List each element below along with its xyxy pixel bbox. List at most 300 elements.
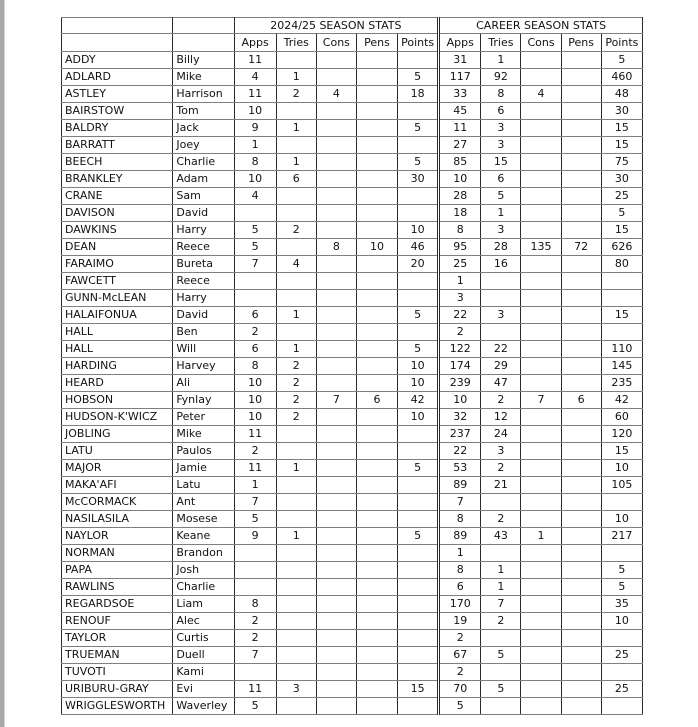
career-apps-cell: 3 [439, 290, 481, 307]
firstname-cell: Josh [173, 562, 234, 579]
firstname-cell: Jamie [173, 460, 234, 477]
career-pens-cell [561, 103, 601, 120]
career-points-cell: 626 [601, 239, 642, 256]
career-cons-cell [521, 358, 561, 375]
career-points-cell: 5 [601, 52, 642, 69]
career-apps-cell: 27 [439, 137, 481, 154]
table-header [62, 18, 643, 52]
season-points-cell [398, 324, 439, 341]
season-points-cell [398, 613, 439, 630]
season-tries-cell [276, 562, 316, 579]
season-tries-cell: 4 [276, 256, 316, 273]
season-apps-cell [234, 664, 276, 681]
career-pens-cell: 6 [561, 392, 601, 409]
season-pens-cell [356, 222, 397, 239]
career-points-cell [601, 324, 642, 341]
career-apps-cell: 18 [439, 205, 481, 222]
season-pens-cell [356, 375, 397, 392]
career-cons-cell [521, 477, 561, 494]
career-cons-cell [521, 494, 561, 511]
career-tries-cell [481, 664, 521, 681]
surname-cell: HEARD [62, 375, 173, 392]
table-row [62, 545, 643, 562]
season-tries-cell [276, 494, 316, 511]
season-pens-cell [356, 511, 397, 528]
season-apps-cell: 5 [234, 239, 276, 256]
season-tries-cell [276, 137, 316, 154]
season-pens-cell [356, 358, 397, 375]
career-cons-cell [521, 307, 561, 324]
season-tries-cell [276, 664, 316, 681]
season-tries-cell: 2 [276, 392, 316, 409]
table-row [62, 341, 643, 358]
career-points-cell [601, 664, 642, 681]
career-tries-cell: 3 [481, 120, 521, 137]
career-cons-cell [521, 69, 561, 86]
season-pens-cell [356, 86, 397, 103]
season-tries-cell [276, 324, 316, 341]
table-row [62, 562, 643, 579]
career-apps-cell: 25 [439, 256, 481, 273]
table-row [62, 528, 643, 545]
career-tries-cell: 43 [481, 528, 521, 545]
career-pens-cell [561, 375, 601, 392]
player-stats-table [61, 17, 643, 715]
season-apps-cell: 9 [234, 120, 276, 137]
season-apps-cell: 1 [234, 477, 276, 494]
career-pens-cell [561, 426, 601, 443]
career-apps-cell: 1 [439, 545, 481, 562]
career-cons-cell [521, 409, 561, 426]
season-pens-cell [356, 494, 397, 511]
surname-cell: TUVOTI [62, 664, 173, 681]
firstname-cell: Sam [173, 188, 234, 205]
season-pens-cell [356, 426, 397, 443]
career-tries-cell: 2 [481, 511, 521, 528]
career-tries-cell: 3 [481, 443, 521, 460]
surname-cell: PAPA [62, 562, 173, 579]
career-pens-cell [561, 664, 601, 681]
firstname-cell: Charlie [173, 579, 234, 596]
season-apps-cell: 2 [234, 324, 276, 341]
career-tries-cell: 12 [481, 409, 521, 426]
career-pens-cell [561, 562, 601, 579]
surname-cell: ADLARD [62, 69, 173, 86]
season-tries-cell: 1 [276, 528, 316, 545]
season-pens-cell [356, 120, 397, 137]
career-apps-cell: 32 [439, 409, 481, 426]
career-pens-cell [561, 460, 601, 477]
surname-cell: HALL [62, 324, 173, 341]
surname-cell: RENOUF [62, 613, 173, 630]
career-apps-cell: 2 [439, 630, 481, 647]
career-points-cell: 10 [601, 511, 642, 528]
season-apps-cell: 10 [234, 409, 276, 426]
season-points-cell [398, 698, 439, 715]
season-apps-cell [234, 290, 276, 307]
career-cons-cell [521, 341, 561, 358]
career-pens-cell [561, 528, 601, 545]
column-header-season-cons: Cons [316, 34, 356, 52]
season-points-cell: 5 [398, 460, 439, 477]
surname-cell: HOBSON [62, 392, 173, 409]
firstname-cell: Brandon [173, 545, 234, 562]
firstname-cell: Joey [173, 137, 234, 154]
season-tries-cell: 2 [276, 375, 316, 392]
career-tries-cell: 8 [481, 86, 521, 103]
career-points-cell: 10 [601, 460, 642, 477]
firstname-cell: Billy [173, 52, 234, 69]
season-tries-cell: 1 [276, 307, 316, 324]
surname-cell: MAJOR [62, 460, 173, 477]
career-tries-cell [481, 324, 521, 341]
season-pens-cell [356, 664, 397, 681]
column-header-firstname [173, 34, 234, 52]
career-points-cell: 42 [601, 392, 642, 409]
career-apps-cell: 22 [439, 443, 481, 460]
season-points-cell: 10 [398, 222, 439, 239]
career-points-cell: 15 [601, 137, 642, 154]
season-points-cell: 46 [398, 239, 439, 256]
career-tries-cell [481, 630, 521, 647]
season-points-cell [398, 664, 439, 681]
season-tries-cell: 2 [276, 409, 316, 426]
career-apps-cell: 117 [439, 69, 481, 86]
table-row [62, 256, 643, 273]
firstname-cell: Peter [173, 409, 234, 426]
career-apps-cell: 174 [439, 358, 481, 375]
table-row [62, 392, 643, 409]
career-cons-cell [521, 137, 561, 154]
career-pens-cell [561, 358, 601, 375]
season-apps-cell: 11 [234, 52, 276, 69]
career-tries-cell: 29 [481, 358, 521, 375]
career-apps-cell: 95 [439, 239, 481, 256]
season-cons-cell [316, 290, 356, 307]
season-apps-cell: 10 [234, 392, 276, 409]
season-points-cell: 30 [398, 171, 439, 188]
season-tries-cell [276, 613, 316, 630]
season-cons-cell [316, 511, 356, 528]
table-row [62, 222, 643, 239]
season-tries-cell [276, 273, 316, 290]
career-cons-cell [521, 256, 561, 273]
firstname-cell: Charlie [173, 154, 234, 171]
season-tries-cell [276, 596, 316, 613]
firstname-cell: Waverley [173, 698, 234, 715]
season-points-cell [398, 273, 439, 290]
season-points-cell [398, 562, 439, 579]
career-cons-cell [521, 698, 561, 715]
season-apps-cell: 2 [234, 630, 276, 647]
season-pens-cell [356, 528, 397, 545]
column-header-career-cons: Cons [521, 34, 561, 52]
table-row [62, 273, 643, 290]
career-apps-cell: 67 [439, 647, 481, 664]
career-apps-cell: 11 [439, 120, 481, 137]
column-header-season-tries: Tries [276, 34, 316, 52]
season-tries-cell [276, 188, 316, 205]
season-apps-cell: 8 [234, 358, 276, 375]
season-tries-cell: 2 [276, 358, 316, 375]
season-pens-cell [356, 154, 397, 171]
career-pens-cell [561, 443, 601, 460]
table-row [62, 290, 643, 307]
surname-cell: GUNN-McLEAN [62, 290, 173, 307]
surname-cell: FAWCETT [62, 273, 173, 290]
season-apps-cell: 8 [234, 596, 276, 613]
season-cons-cell [316, 307, 356, 324]
career-pens-cell: 72 [561, 239, 601, 256]
career-points-cell: 80 [601, 256, 642, 273]
season-pens-cell [356, 477, 397, 494]
career-cons-cell [521, 596, 561, 613]
career-apps-cell: 45 [439, 103, 481, 120]
season-points-cell [398, 596, 439, 613]
career-apps-cell: 122 [439, 341, 481, 358]
season-pens-cell [356, 630, 397, 647]
season-tries-cell [276, 52, 316, 69]
season-points-cell: 5 [398, 307, 439, 324]
season-cons-cell [316, 358, 356, 375]
season-apps-cell: 8 [234, 154, 276, 171]
career-points-cell: 5 [601, 205, 642, 222]
firstname-cell: Ali [173, 375, 234, 392]
season-cons-cell [316, 545, 356, 562]
surname-cell: HUDSON-K'WICZ [62, 409, 173, 426]
season-cons-cell [316, 579, 356, 596]
season-pens-cell [356, 681, 397, 698]
column-header-row [62, 34, 643, 52]
career-apps-cell: 170 [439, 596, 481, 613]
firstname-cell: Will [173, 341, 234, 358]
season-cons-cell [316, 341, 356, 358]
career-apps-cell: 2 [439, 664, 481, 681]
career-points-cell: 30 [601, 103, 642, 120]
table-row [62, 613, 643, 630]
table-row [62, 596, 643, 613]
surname-cell: HALAIFONUA [62, 307, 173, 324]
surname-cell: TRUEMAN [62, 647, 173, 664]
season-pens-cell [356, 545, 397, 562]
season-points-cell: 10 [398, 409, 439, 426]
season-cons-cell [316, 562, 356, 579]
season-apps-cell: 5 [234, 698, 276, 715]
table-row [62, 103, 643, 120]
firstname-cell: Curtis [173, 630, 234, 647]
firstname-cell: Harvey [173, 358, 234, 375]
career-cons-cell [521, 562, 561, 579]
table-row [62, 511, 643, 528]
career-points-cell: 75 [601, 154, 642, 171]
season-tries-cell: 1 [276, 460, 316, 477]
career-points-cell: 235 [601, 375, 642, 392]
career-apps-cell: 7 [439, 494, 481, 511]
season-pens-cell [356, 273, 397, 290]
season-points-cell: 42 [398, 392, 439, 409]
season-cons-cell [316, 222, 356, 239]
season-apps-cell: 10 [234, 375, 276, 392]
column-header-career-apps: Apps [439, 34, 481, 52]
season-points-cell [398, 103, 439, 120]
career-cons-cell: 135 [521, 239, 561, 256]
table-row [62, 154, 643, 171]
table-row [62, 69, 643, 86]
career-tries-cell: 7 [481, 596, 521, 613]
career-points-cell: 105 [601, 477, 642, 494]
career-pens-cell [561, 171, 601, 188]
career-cons-cell [521, 426, 561, 443]
surname-cell: TAYLOR [62, 630, 173, 647]
table-row [62, 494, 643, 511]
season-apps-cell [234, 545, 276, 562]
career-pens-cell [561, 630, 601, 647]
career-points-cell: 60 [601, 409, 642, 426]
career-points-cell: 5 [601, 562, 642, 579]
career-cons-cell: 7 [521, 392, 561, 409]
season-cons-cell [316, 613, 356, 630]
season-cons-cell [316, 103, 356, 120]
career-apps-cell: 53 [439, 460, 481, 477]
firstname-cell: Ben [173, 324, 234, 341]
firstname-cell: David [173, 307, 234, 324]
surname-cell: McCORMACK [62, 494, 173, 511]
season-tries-cell [276, 511, 316, 528]
career-apps-cell: 237 [439, 426, 481, 443]
career-pens-cell [561, 579, 601, 596]
season-pens-cell [356, 596, 397, 613]
season-tries-cell: 1 [276, 69, 316, 86]
column-header-surname [62, 34, 173, 52]
column-header-season-points: Points [398, 34, 439, 52]
career-pens-cell [561, 409, 601, 426]
career-cons-cell [521, 579, 561, 596]
season-pens-cell [356, 205, 397, 222]
season-apps-cell: 7 [234, 494, 276, 511]
surname-cell: BRANKLEY [62, 171, 173, 188]
season-apps-cell: 7 [234, 256, 276, 273]
career-pens-cell [561, 86, 601, 103]
career-cons-cell [521, 460, 561, 477]
career-apps-cell: 89 [439, 528, 481, 545]
career-points-cell: 5 [601, 579, 642, 596]
surname-cell: MAKA'AFI [62, 477, 173, 494]
season-cons-cell [316, 205, 356, 222]
season-tries-cell [276, 290, 316, 307]
career-cons-cell [521, 375, 561, 392]
career-tries-cell: 2 [481, 613, 521, 630]
surname-cell: WRIGGLESWORTH [62, 698, 173, 715]
career-cons-cell [521, 205, 561, 222]
table-row [62, 86, 643, 103]
career-cons-cell [521, 613, 561, 630]
table-row [62, 460, 643, 477]
career-pens-cell [561, 69, 601, 86]
season-pens-cell [356, 341, 397, 358]
season-pens-cell [356, 647, 397, 664]
career-cons-cell [521, 647, 561, 664]
firstname-cell: Evi [173, 681, 234, 698]
career-tries-cell: 6 [481, 171, 521, 188]
season-points-cell: 10 [398, 375, 439, 392]
column-header-season-apps: Apps [234, 34, 276, 52]
career-apps-cell: 8 [439, 562, 481, 579]
table-row [62, 307, 643, 324]
career-pens-cell [561, 494, 601, 511]
career-points-cell: 35 [601, 596, 642, 613]
career-points-cell: 48 [601, 86, 642, 103]
career-tries-cell: 47 [481, 375, 521, 392]
season-tries-cell: 1 [276, 154, 316, 171]
career-pens-cell [561, 290, 601, 307]
firstname-cell: David [173, 205, 234, 222]
season-pens-cell [356, 579, 397, 596]
section-header-row [62, 18, 643, 34]
career-cons-cell [521, 630, 561, 647]
season-points-cell [398, 477, 439, 494]
season-cons-cell: 8 [316, 239, 356, 256]
season-cons-cell: 4 [316, 86, 356, 103]
season-cons-cell [316, 171, 356, 188]
firstname-cell: Reece [173, 239, 234, 256]
season-pens-cell [356, 613, 397, 630]
surname-cell: DEAN [62, 239, 173, 256]
table-row [62, 409, 643, 426]
season-pens-cell [356, 69, 397, 86]
season-points-cell: 5 [398, 69, 439, 86]
career-tries-cell [481, 273, 521, 290]
table-row [62, 171, 643, 188]
season-pens-cell [356, 409, 397, 426]
career-tries-cell [481, 290, 521, 307]
season-points-cell: 5 [398, 528, 439, 545]
season-pens-cell: 6 [356, 392, 397, 409]
season-points-cell: 10 [398, 358, 439, 375]
column-header-career-tries: Tries [481, 34, 521, 52]
season-cons-cell [316, 630, 356, 647]
career-pens-cell [561, 256, 601, 273]
firstname-cell: Mosese [173, 511, 234, 528]
column-header-career-points: Points [601, 34, 642, 52]
season-apps-cell [234, 562, 276, 579]
season-apps-cell: 11 [234, 460, 276, 477]
career-apps-cell: 31 [439, 52, 481, 69]
season-pens-cell [356, 443, 397, 460]
career-pens-cell [561, 273, 601, 290]
season-cons-cell [316, 460, 356, 477]
season-cons-cell [316, 120, 356, 137]
career-pens-cell [561, 596, 601, 613]
surname-cell: FARAIMO [62, 256, 173, 273]
table-row [62, 698, 643, 715]
career-apps-cell: 33 [439, 86, 481, 103]
career-apps-cell: 10 [439, 392, 481, 409]
career-apps-cell: 239 [439, 375, 481, 392]
season-tries-cell: 3 [276, 681, 316, 698]
window-edge-strip [0, 0, 5, 727]
season-tries-cell [276, 647, 316, 664]
table-row [62, 647, 643, 664]
career-apps-cell: 5 [439, 698, 481, 715]
surname-cell: HALL [62, 341, 173, 358]
season-tries-cell [276, 205, 316, 222]
surname-cell: NAYLOR [62, 528, 173, 545]
career-tries-cell: 1 [481, 205, 521, 222]
season-apps-cell: 4 [234, 69, 276, 86]
season-apps-cell: 11 [234, 86, 276, 103]
season-pens-cell [356, 324, 397, 341]
season-apps-cell: 11 [234, 681, 276, 698]
